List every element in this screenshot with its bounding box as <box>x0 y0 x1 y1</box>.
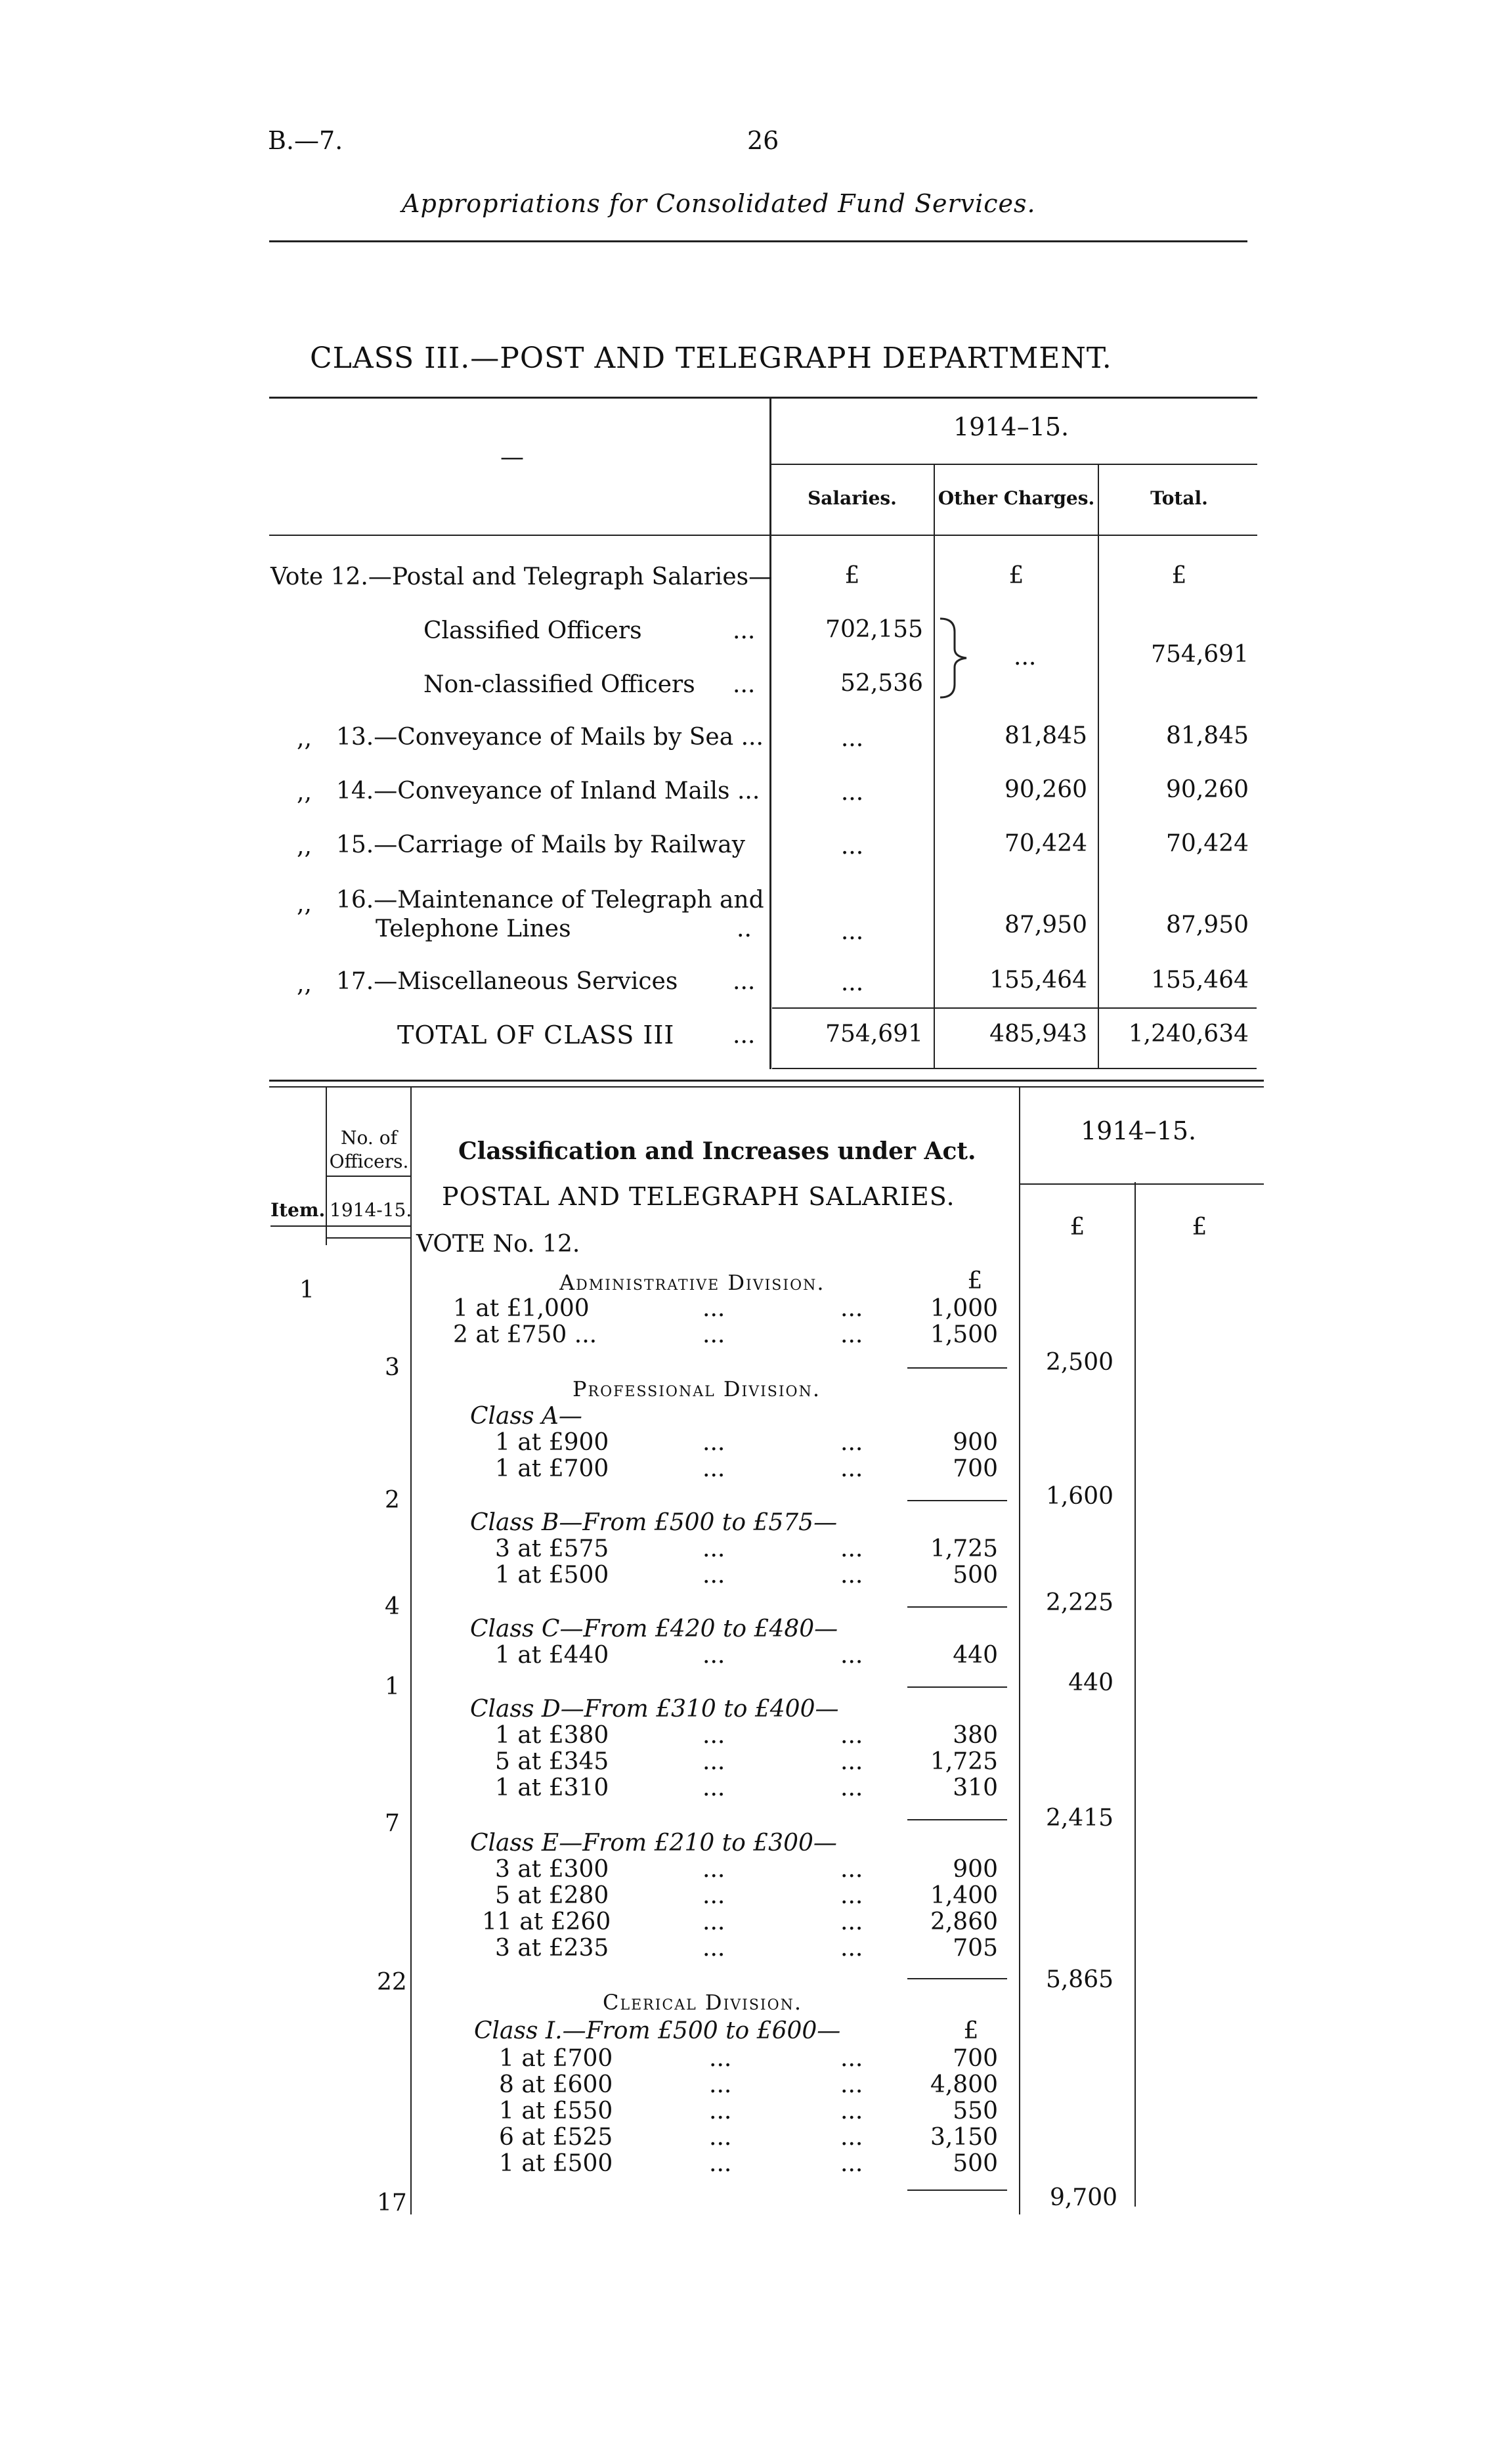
row-leader: ... <box>733 1022 756 1049</box>
division-total: 2,415 <box>1045 1805 1113 1832</box>
col-header-officers-line2: Officers. <box>329 1151 409 1172</box>
leader: ... <box>702 1856 725 1883</box>
leader: ... <box>702 1321 725 1348</box>
grade-amount: 500 <box>953 1562 998 1589</box>
leader: ... <box>702 1642 725 1669</box>
class-a-heading: Class A— <box>470 1403 582 1430</box>
leader: ... <box>702 1774 725 1801</box>
ditto-mark: ,, <box>297 725 312 752</box>
item-number: 1 <box>299 1277 314 1304</box>
division-total: 440 <box>1068 1669 1113 1696</box>
grade-amount: 380 <box>953 1722 998 1749</box>
grade-amount: 705 <box>953 1935 998 1962</box>
leader: ... <box>840 1882 863 1909</box>
section-title: POSTAL AND TELEGRAPH SALARIES. <box>442 1182 955 1211</box>
leader: ... <box>709 2071 732 2098</box>
nonclassified-officers-label: Non-classified Officers <box>423 671 695 698</box>
nonclassified-salaries: 52,536 <box>840 670 923 697</box>
col-header-classification: Classification and Increases under Act. <box>458 1137 976 1165</box>
total-total: 1,240,634 <box>1128 1021 1249 1047</box>
vote15-salaries: ... <box>840 833 864 860</box>
amount-col-divider <box>1134 1182 1136 2207</box>
summary-year: 1914–15. <box>953 412 1069 441</box>
vote13-salaries: ... <box>840 725 864 752</box>
vote17-salaries: ... <box>840 969 864 996</box>
detail-year-rule <box>1020 1183 1264 1185</box>
total-other-charges: 485,943 <box>989 1021 1087 1047</box>
col-header-salaries: Salaries. <box>808 487 897 509</box>
grade-amount: 1,500 <box>930 1321 998 1348</box>
detail-year: 1914–15. <box>1081 1116 1197 1145</box>
vote15-label: 15.—Carriage of Mails by Railway <box>336 831 746 858</box>
vote14-other: 90,260 <box>1004 776 1087 803</box>
subtotal-rule <box>907 1500 1007 1501</box>
vote17-label: 17.—Miscellaneous Services <box>336 968 678 995</box>
vote13-label: 13.—Conveyance of Mails by Sea ... <box>336 724 764 751</box>
grade-amount: 550 <box>953 2098 998 2124</box>
grade-amount: 310 <box>953 1774 998 1801</box>
subtotal-currency: £ <box>963 2017 979 2044</box>
grade-line: 3 at £300 <box>495 1856 609 1883</box>
subtotal-rule <box>907 1978 1007 1979</box>
grade-line: 5 at £280 <box>495 1882 609 1909</box>
admin-division-heading: Administrative Division. <box>559 1270 825 1295</box>
vote15-other: 70,424 <box>1004 830 1087 857</box>
division-total: 2,225 <box>1045 1589 1113 1616</box>
col-header-item: Item. <box>270 1199 326 1221</box>
leader: ... <box>840 1535 863 1562</box>
currency-total: £ <box>1171 562 1187 589</box>
vote17-total: 155,464 <box>1151 967 1249 994</box>
grade-amount: 4,800 <box>930 2071 998 2098</box>
leader: ... <box>709 2098 732 2124</box>
leader: ... <box>840 1455 863 1482</box>
officers-count: 17 <box>377 2190 407 2216</box>
grade-line: 8 at £600 <box>499 2071 613 2098</box>
running-title: Appropriations for Consolidated Fund Services. <box>402 189 1036 218</box>
leader: ... <box>840 1562 863 1589</box>
vote13-total: 81,845 <box>1166 722 1249 749</box>
grade-line: 1 at £500 <box>495 1562 609 1589</box>
summary-total-rule <box>772 1007 1257 1009</box>
officers-year-rule <box>327 1237 411 1239</box>
detail-top-rule-2 <box>269 1086 1264 1088</box>
grade-amount: 900 <box>953 1429 998 1456</box>
grade-amount: 900 <box>953 1856 998 1883</box>
officers-count: 7 <box>385 1810 400 1837</box>
grade-line: 1 at £310 <box>495 1774 609 1801</box>
leader: ... <box>702 1722 725 1749</box>
row-leader: ... <box>733 617 756 644</box>
grade-line: 3 at £235 <box>495 1935 609 1962</box>
leader: ... <box>840 1908 863 1935</box>
leader: ... <box>840 1774 863 1801</box>
leader: ... <box>840 2124 863 2151</box>
grade-line: 1 at £700 <box>495 1455 609 1482</box>
grade-amount: 700 <box>953 2045 998 2072</box>
summary-year-rule <box>771 464 1257 465</box>
col-header-other-charges: Other Charges. <box>938 487 1095 509</box>
vote17-other: 155,464 <box>989 967 1087 994</box>
ditto-mark: ,, <box>297 779 312 806</box>
division-total: 2,500 <box>1045 1349 1113 1376</box>
leader: ... <box>840 1856 863 1883</box>
leader: ... <box>840 1321 863 1348</box>
leader: ... <box>840 2150 863 2177</box>
vote16-other: 87,950 <box>1004 912 1087 938</box>
clerical-division-heading: Clerical Division. <box>603 1990 803 2015</box>
leader: ... <box>702 1535 725 1562</box>
leader: ... <box>840 1748 863 1775</box>
class-title: CLASS III.—POST AND TELEGRAPH DEPARTMENT. <box>310 341 1112 375</box>
vote16-salaries: ... <box>840 918 864 945</box>
division-total: 5,865 <box>1045 1966 1113 1993</box>
leader: ... <box>702 1882 725 1909</box>
summary-bottom-rule <box>772 1068 1257 1069</box>
class-d-heading: Class D—From £310 to £400— <box>470 1696 839 1723</box>
detail-currency-1: £ <box>1069 1214 1085 1241</box>
leader: ... <box>702 1455 725 1482</box>
vote-label: VOTE No. 12. <box>416 1231 580 1258</box>
leader: ... <box>702 1295 725 1322</box>
grade-line: 5 at £345 <box>495 1748 609 1775</box>
ditto-mark: ,, <box>297 891 312 917</box>
vote16-label-line2: Telephone Lines <box>376 915 571 942</box>
leader: ... <box>702 1562 725 1589</box>
grade-line: 1 at £550 <box>499 2098 613 2124</box>
leader: ... <box>709 2150 732 2177</box>
grade-amount: 440 <box>953 1642 998 1669</box>
officers-count: 4 <box>385 1593 400 1620</box>
vote15-total: 70,424 <box>1166 830 1249 857</box>
col-header-officers-year: 1914-15. <box>330 1199 412 1221</box>
subtotal-currency: £ <box>967 1267 983 1294</box>
officers-header-rule <box>327 1176 411 1177</box>
leader: ... <box>702 1935 725 1962</box>
division-total: 1,600 <box>1045 1483 1113 1510</box>
brace <box>938 617 977 699</box>
officers-count: 3 <box>385 1354 400 1381</box>
grade-line: 1 at £900 <box>495 1429 609 1456</box>
detail-currency-2: £ <box>1192 1214 1207 1241</box>
grade-amount: 500 <box>953 2150 998 2177</box>
leader: ... <box>702 1908 725 1935</box>
currency-salaries: £ <box>844 562 860 589</box>
grade-line: 1 at £380 <box>495 1722 609 1749</box>
subtotal-rule <box>907 2190 1007 2191</box>
vote12-total: 754,691 <box>1151 641 1249 668</box>
class-e-heading: Class E—From £210 to £300— <box>470 1830 837 1857</box>
class-b-heading: Class B—From £500 to £575— <box>470 1509 838 1536</box>
grade-amount: 1,000 <box>930 1295 998 1322</box>
col-header-total: Total. <box>1150 487 1208 509</box>
item-header-rule <box>270 1225 411 1227</box>
prof-division-heading: Professional Division. <box>572 1376 821 1401</box>
leader: ... <box>840 2045 863 2072</box>
grade-line: 1 at £440 <box>495 1642 609 1669</box>
leader: ... <box>840 1642 863 1669</box>
grade-amount: 3,150 <box>930 2124 998 2151</box>
grade-amount: 1,725 <box>930 1535 998 1562</box>
vote16-total: 87,950 <box>1166 912 1249 938</box>
leader: ... <box>702 1748 725 1775</box>
item-col-divider <box>326 1088 327 1245</box>
officers-col-divider <box>410 1088 412 2214</box>
grade-line: 1 at £500 <box>499 2150 613 2177</box>
subtotal-rule <box>907 1367 1007 1369</box>
grade-line: 1 at £700 <box>499 2045 613 2072</box>
page-reference: B.—7. <box>268 126 343 155</box>
grade-line: 6 at £525 <box>499 2124 613 2151</box>
grade-amount: 700 <box>953 1455 998 1482</box>
vote13-other: 81,845 <box>1004 722 1087 749</box>
summary-col-divider <box>769 398 771 1069</box>
vote16-label-line1: 16.—Maintenance of Telegraph and <box>336 887 764 913</box>
total-salaries: 754,691 <box>825 1021 923 1047</box>
summary-corner-dash: — <box>500 444 524 471</box>
vote16-leader: .. <box>737 915 752 942</box>
leader: ... <box>840 1722 863 1749</box>
subtotal-rule <box>907 1606 1007 1608</box>
row-leader: ... <box>733 968 756 995</box>
grade-line: 11 at £260 <box>482 1908 611 1935</box>
currency-other: £ <box>1008 562 1024 589</box>
row-leader: ... <box>733 671 756 698</box>
ditto-mark: ,, <box>297 971 312 998</box>
leader: ... <box>840 2098 863 2124</box>
vote14-total: 90,260 <box>1166 776 1249 803</box>
leader: ... <box>840 1429 863 1456</box>
grade-line: 3 at £575 <box>495 1535 609 1562</box>
summary-div-salaries <box>934 465 935 1069</box>
subtotal-rule <box>907 1686 1007 1688</box>
total-class-label: TOTAL OF CLASS III <box>397 1021 675 1049</box>
subtotal-rule <box>907 1819 1007 1820</box>
summary-div-other <box>1098 465 1099 1069</box>
grade-line: 2 at £750 ... <box>453 1321 597 1348</box>
summary-top-rule <box>269 397 1257 399</box>
leader: ... <box>709 2124 732 2151</box>
page-number: 26 <box>747 126 779 155</box>
grade-amount: 1,725 <box>930 1748 998 1775</box>
vote14-label: 14.—Conveyance of Inland Mails ... <box>336 778 760 804</box>
classification-col-divider <box>1019 1088 1020 2214</box>
classified-officers-label: Classified Officers <box>423 617 642 644</box>
leader: ... <box>840 1295 863 1322</box>
vote12-label: Vote 12.—Postal and Telegraph Salaries— <box>270 563 773 590</box>
class-c-heading: Class C—From £420 to £480— <box>470 1616 838 1642</box>
summary-header-rule <box>269 535 1257 536</box>
grade-amount: 2,860 <box>930 1908 998 1935</box>
officers-count: 1 <box>385 1673 400 1700</box>
classified-salaries: 702,155 <box>825 616 923 643</box>
leader: ... <box>709 2045 732 2072</box>
leader: ... <box>840 2071 863 2098</box>
leader: ... <box>840 1935 863 1962</box>
officers-count: 2 <box>385 1487 400 1514</box>
officers-count: 22 <box>377 1969 407 1996</box>
grade-amount: 1,400 <box>930 1882 998 1909</box>
col-header-officers-line1: No. of <box>341 1127 397 1149</box>
ditto-mark: ,, <box>297 833 312 860</box>
vote14-salaries: ... <box>840 779 864 806</box>
header-rule <box>269 240 1247 242</box>
division-total: 9,700 <box>1049 2184 1117 2211</box>
leader: ... <box>702 1429 725 1456</box>
grade-line: 1 at £1,000 <box>453 1295 590 1322</box>
vote12-other-charges: ... <box>1014 644 1037 671</box>
detail-top-rule-1 <box>269 1080 1264 1082</box>
class-i-heading: Class I.—From £500 to £600— <box>474 2017 841 2044</box>
